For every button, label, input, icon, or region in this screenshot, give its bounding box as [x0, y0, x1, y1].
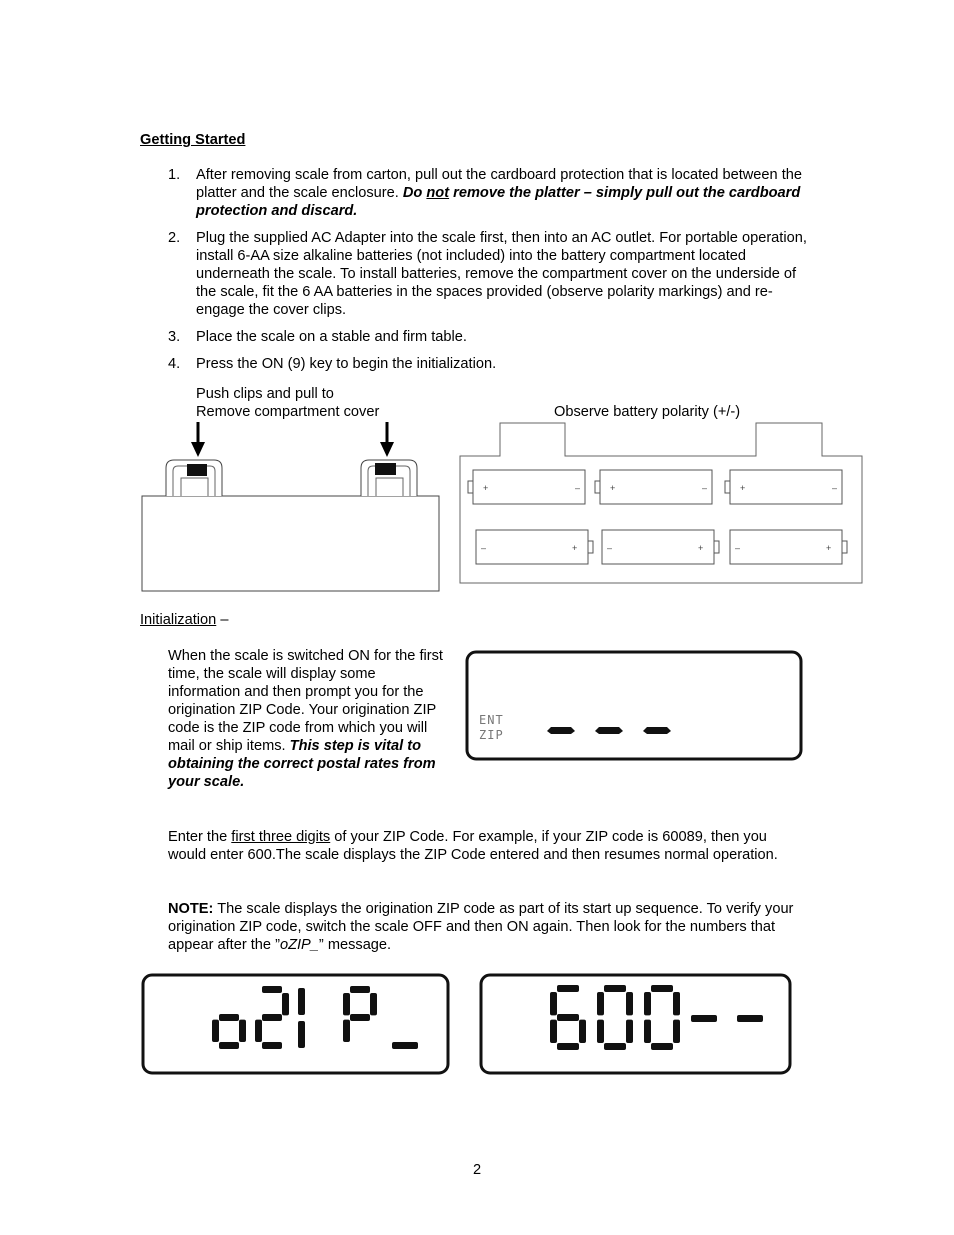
note-message: oZIP_	[279, 937, 319, 953]
plus-sign: +	[698, 543, 704, 553]
plus-sign: +	[610, 483, 616, 493]
step-number: 3.	[168, 329, 181, 345]
page-number: 2	[472, 1162, 482, 1178]
plus-sign: +	[826, 543, 832, 553]
enter-emphasis: first three digits	[231, 829, 331, 845]
lcd-600-display	[481, 975, 790, 1073]
cover-figure-caption-line2: Remove compartment cover	[196, 404, 380, 420]
lcd-ozip-display	[143, 975, 448, 1073]
step-text: Press the ON (9) key to begin the initialization.	[196, 356, 497, 372]
step-number: 4.	[168, 356, 181, 372]
minus-sign: –	[607, 543, 613, 553]
plus-sign: +	[572, 543, 578, 553]
minus-sign: –	[735, 543, 741, 553]
minus-sign: –	[575, 483, 581, 493]
warning-text: Do	[402, 185, 427, 201]
minus-sign: –	[832, 483, 838, 493]
plus-sign: +	[483, 483, 489, 493]
note-label: NOTE:	[168, 901, 214, 917]
note-text: ” message.	[318, 937, 392, 953]
battery-figure-caption: Observe battery polarity (+/-)	[554, 404, 741, 420]
lcd-digit	[392, 1042, 418, 1049]
lcd-label-zip: ZIP	[479, 728, 504, 742]
minus-sign: –	[702, 483, 708, 493]
initialization-dash: –	[216, 612, 229, 628]
step-text: After removing scale from carton, pull out the cardboard protection that is located between the platter and the scale enclosure.	[196, 167, 802, 201]
enter-text: of your ZIP Code. For example, if your ZIP code is 60089, then you would enter 600.The scale displays the ZIP Code entered and then resumes normal operation.	[168, 829, 778, 863]
step-text: Place the scale on a stable and firm table.	[196, 329, 467, 345]
plus-sign: +	[740, 483, 746, 493]
step-text: Plug the supplied AC Adapter into the scale first, then into an AC outlet. For portable operation, install 6-AA size alkaline batteries (not included) into the battery compartment located underneath the scale. To install batteries, remove the compartment cover on the underside of the scale, fit the 6 AA batteries in the spaces provided (observe polarity markings) and re-engage the cover clips.	[196, 230, 807, 318]
init-emphasis: This step is vital to obtaining the correct postal rates from your scale.	[168, 738, 436, 790]
minus-sign: –	[481, 543, 487, 553]
section-title: Getting Started	[140, 132, 246, 148]
lcd-digit	[691, 1015, 717, 1022]
cover-figure-caption-line1: Push clips and pull to	[196, 386, 334, 402]
step-number: 2.	[168, 230, 181, 246]
initialization-title: Initialization	[140, 612, 217, 628]
lcd-label-ent: ENT	[479, 713, 504, 727]
warning-text: remove the platter – simply pull out the cardboard protection and discard.	[196, 185, 801, 219]
step-number: 1.	[168, 167, 181, 183]
lcd-digit	[737, 1015, 763, 1022]
warning-emphasis: not	[426, 185, 450, 201]
enter-text: Enter the	[168, 829, 232, 845]
note-text: The scale displays the origination ZIP code as part of its start up sequence. To verify your origination ZIP code, switch the scale OFF and then ON again. Then look for the numbers that appear after the ”	[168, 901, 794, 953]
init-text: When the scale is switched ON for the first time, the scale will display some information and then prompt you for the origination ZIP Code. Your origination ZIP code is the ZIP code from which you will mail or ship items.	[168, 648, 443, 754]
